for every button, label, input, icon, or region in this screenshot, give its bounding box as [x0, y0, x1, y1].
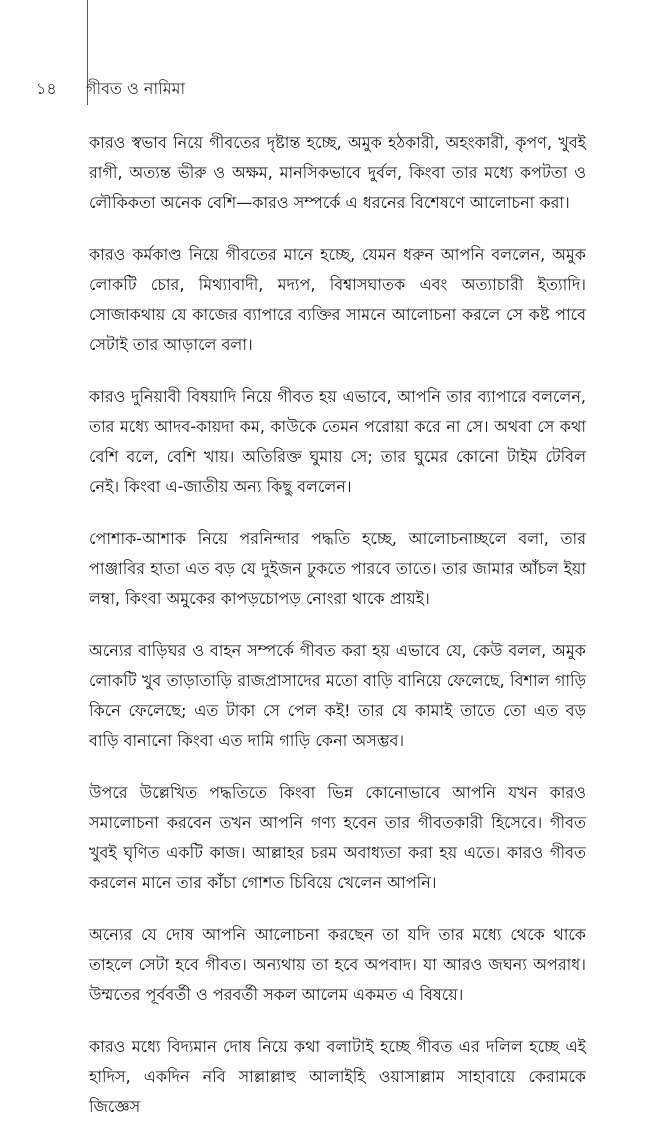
body-text	[89, 128, 586, 1144]
paragraph-6: উপরে উল্লেখিত পদ্ধতিতে কিংবা ভিন্ন কোনোভাবে আপনি যখন কারও সমালোচনা করবেন তখন আপনি গণ্য হবেন তার গীবতকারী হিসেবে। গীবত খুবই ঘৃণিত একটি কাজ। আল্লাহর চরম অবাধ্যতা করা হয় এতে। কারও গীবত করলেন মানে তার কাঁচা গোশত চিবিয়ে খেলেন আপনি।	[89, 783, 586, 892]
paragraph-3: কারও দুনিয়াবী বিষয়াদি নিয়ে গীবত হয় এভাবে, আপনি তার ব্যাপারে বললেন, তার মধ্যে আদব-কায়দা কম, কাউকে তেমন পরোয়া করে না সে। অথবা সে কথা বেশি বলে, বেশি খায়। অতিরিক্ত ঘুমায় সে; তার ঘুমের কোনো টাইম টেবিল নেই। কিংবা এ-জাতীয় অন্য কিছু বললেন।	[89, 387, 586, 496]
running-header	[36, 74, 185, 104]
paragraph-1: কারও স্বভাব নিয়ে গীবতের দৃষ্টান্ত হচ্ছে, অমুক হঠকারী, অহংকারী, কৃপণ, খুবই রাগী, অত্যন্ত ভীরু ও অক্ষম, মানসিকভাবে দুর্বল, কিংবা তার মধ্যে কপটতা ও লৌকিকতা অনেক বেশি—কারও সম্পর্কে এ ধরনের বিশেষণে আলোচনা করা।	[89, 133, 586, 212]
paragraph-5: অন্যের বাড়িঘর ও বাহন সম্পর্কে গীবত করা হয় এভাবে যে, কেউ বলল, অমুক লোকটি খুব তাড়াতাড়ি রাজপ্রাসাদের মতো বাড়ি বানিয়ে ফেলেছে, বিশাল গাড়ি কিনে ফেলেছে; এত টাকা সে পেল কই! তার যে কামাই তাতে তো এত বড় বাড়ি বানানো কিংবা এত দামি গাড়ি কেনা অসম্ভব।	[89, 641, 586, 750]
book-title: গীবত ও নামিমা	[86, 78, 186, 98]
page-number: ১৪	[36, 78, 57, 98]
paragraph-4: পোশাক-আশাক নিয়ে পরনিন্দার পদ্ধতি হচ্ছে, আলোচনাচ্ছলে বলা, তার পাঞ্জাবির হাতা এত বড় যে দুইজন ঢুকতে পারবে তাতে। তার জামার আঁচল ইয়া লম্বা, কিংবা অমুকের কাপড়চোপড় নোংরা থাকে প্রায়ই।	[89, 529, 586, 608]
paragraph-7: অন্যের যে দোষ আপনি আলোচনা করছেন তা যদি তার মধ্যে থেকে থাকে তাহলে সেটা হবে গীবত। অন্যথায় তা হবে অপবাদ। যা আরও জঘন্য অপরাধ। উম্মতের পূর্ববর্তী ও পরবর্তী সকল আলেম একমত এ বিষয়ে।	[89, 925, 586, 1004]
paragraph-8: কারও মধ্যে বিদ্যমান দোষ নিয়ে কথা বলাটাই হচ্ছে গীবত এর দলিল হচ্ছে এই হাদিস, একদিন নবি সাল্লাল্লাহু আলাইহি ওয়াসাল্লাম সাহাবায়ে কেরামকে জিজ্ঞেস	[89, 1037, 586, 1116]
paragraph-2: কারও কর্মকাণ্ড নিয়ে গীবতের মানে হচ্ছে, যেমন ধরুন আপনি বললেন, অমুক লোকটি চোর, মিথ্যাবাদী, মদ্যপ, বিশ্বাসঘাতক এবং অত্যাচারী ইত্যাদি। সোজাকথায় যে কাজের ব্যাপারে ব্যক্তির সামনে আলোচনা করলে সে কষ্ট পাবে সেটাই তার আড়ালে বলা।	[89, 245, 586, 354]
